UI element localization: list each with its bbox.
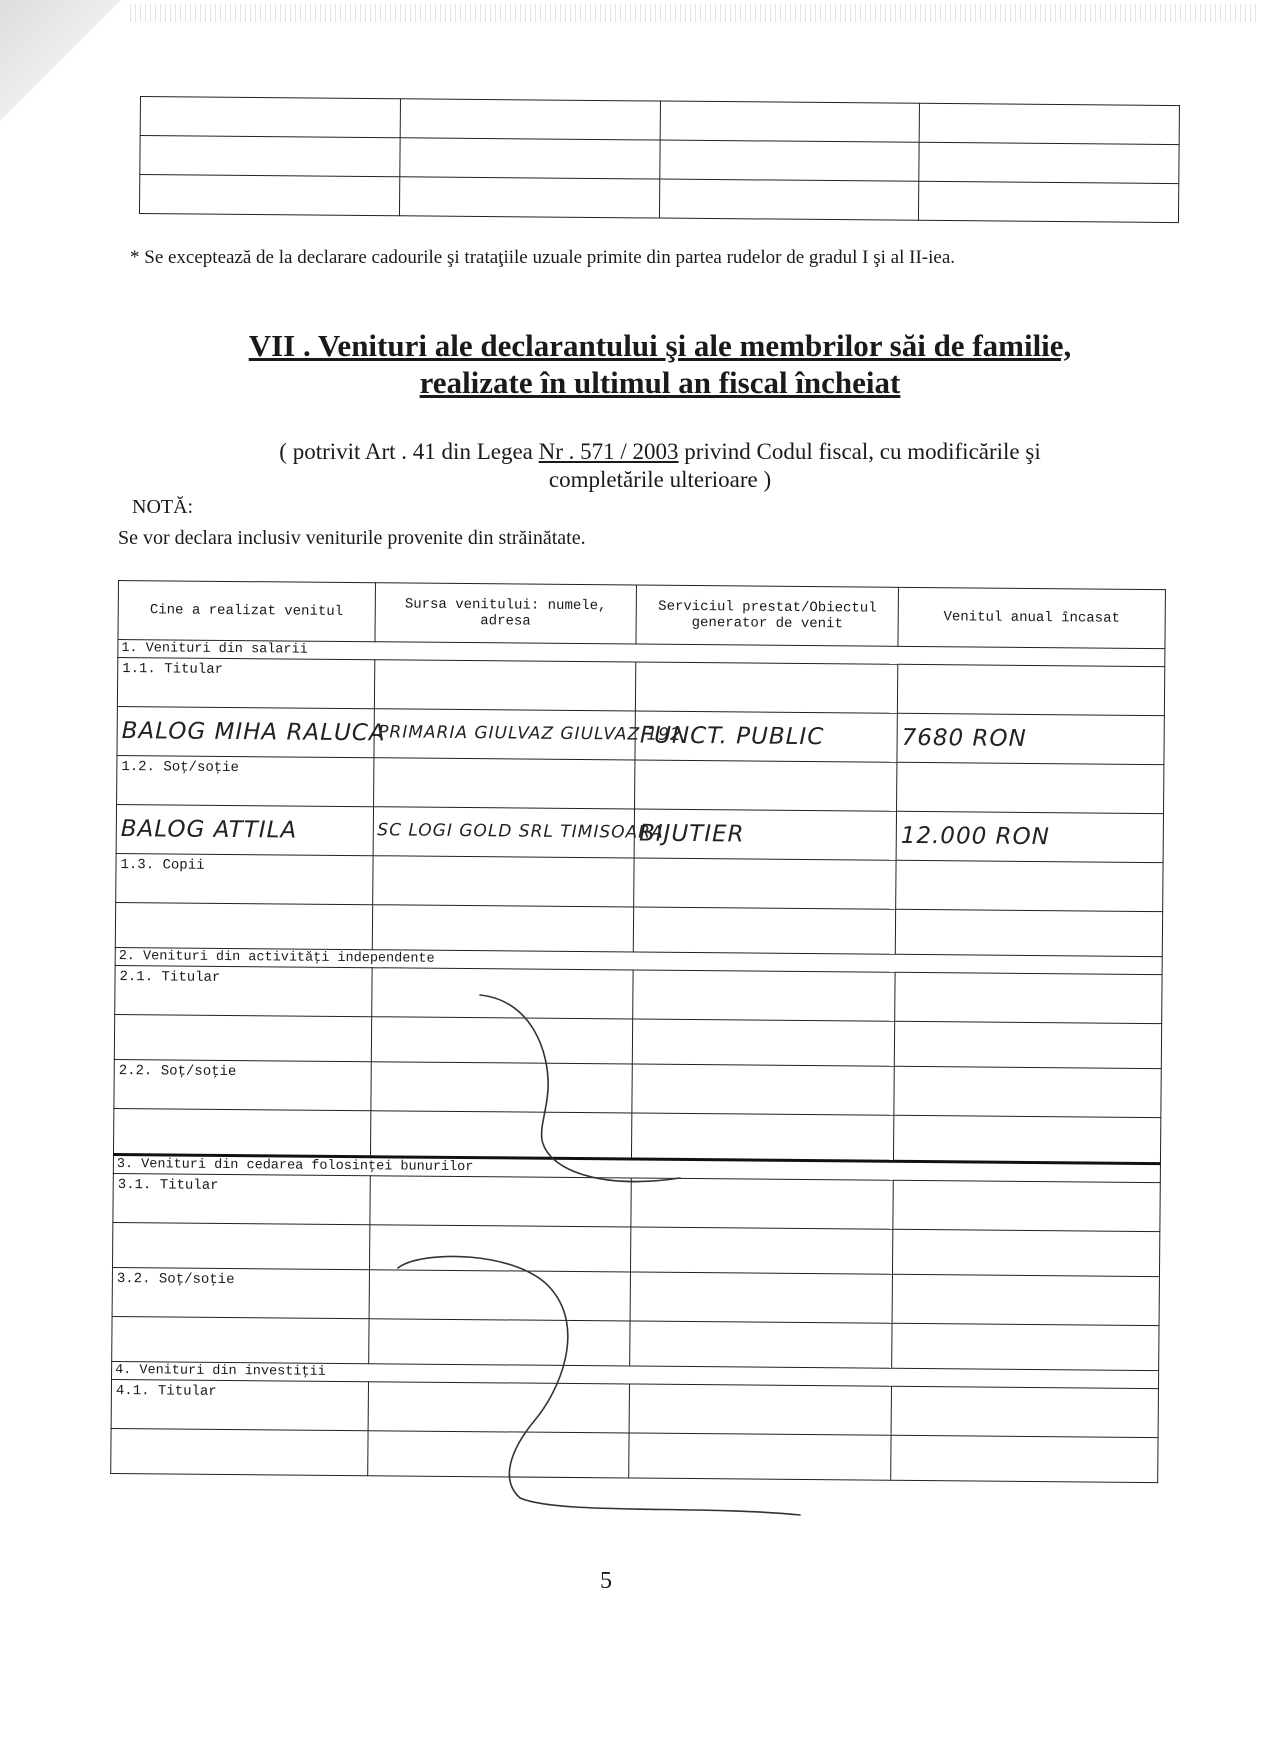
previous-table-continuation (139, 96, 1180, 223)
empty-cell (897, 762, 1164, 813)
income-amount: 12.000 RON (896, 811, 1163, 862)
empty-cell (893, 1115, 1160, 1163)
income-amount: 7680 RON (897, 713, 1164, 764)
empty-cell (892, 1274, 1159, 1325)
empty-cell (367, 1431, 629, 1478)
table-row (111, 1428, 1158, 1482)
header-service: Serviciul prestat/Obiectul generator de venit (636, 585, 898, 646)
row-label: 1.3. Copii (116, 853, 373, 904)
empty-cell (370, 1111, 632, 1159)
heading-line-1: VII . Venituri ale declarantului şi ale membrilor săi de familie, (248, 328, 1072, 363)
empty-cell (113, 1108, 370, 1156)
income-table (110, 580, 1166, 1483)
empty-cell (631, 1178, 893, 1229)
empty-cell (373, 758, 635, 809)
header-annual-income: Venitul anual încasat (898, 587, 1166, 648)
empty-cell (894, 1066, 1161, 1117)
income-table-header (118, 581, 1165, 649)
empty-cell (895, 909, 1162, 956)
income-earner: BALOG ATTILA (116, 804, 373, 855)
empty-cell (630, 1272, 892, 1323)
empty-cell (636, 662, 898, 713)
empty-cell (368, 1382, 630, 1433)
empty-cell (113, 1222, 370, 1269)
page-number: 5 (600, 1568, 612, 1594)
empty-cell (632, 1113, 894, 1161)
empty-cell (891, 1386, 1158, 1437)
empty-cell (632, 1064, 894, 1115)
law-number: Nr . 571 / 2003 (538, 439, 679, 464)
empty-cell (895, 972, 1162, 1023)
header-earner: Cine a realizat venitul (118, 581, 375, 642)
row-label: 3.1. Titular (113, 1173, 370, 1224)
section-title: 1. Venituri din salarii (118, 640, 1165, 667)
legal-reference (140, 438, 1180, 493)
empty-cell (115, 902, 372, 949)
empty-cell (634, 858, 896, 909)
row-label: 1.2. Soţ/soţie (117, 755, 374, 806)
empty-cell (369, 1225, 631, 1272)
row-label: 3.2. Soţ/soţie (112, 1267, 369, 1318)
header-source: Sursa venitului: numele, adresa (374, 583, 636, 644)
empty-cell (372, 856, 634, 907)
empty-cell (635, 760, 897, 811)
empty-cell (369, 1270, 631, 1321)
row-label: 1.1. Titular (117, 658, 374, 709)
empty-cell (371, 968, 633, 1019)
empty-cell (371, 1017, 633, 1064)
row-label: 2.2. Soţ/soţie (114, 1059, 371, 1110)
income-earner: BALOG MIHA RALUCA (117, 706, 374, 757)
legal-reference-line-2: completările ulterioare ) (548, 466, 772, 492)
empty-cell (368, 1319, 630, 1366)
income-source: SC LOGI GOLD SRL TIMISOARA (373, 807, 635, 858)
nota-label: NOTĂ: (132, 496, 194, 518)
legal-reference-before: ( potrivit Art . 41 din Legea (279, 439, 539, 464)
income-source: PRIMARIA GIULVAZ GIULVAZ 192 (373, 709, 635, 760)
empty-cell (897, 664, 1164, 715)
section-heading (140, 328, 1180, 401)
legal-reference-after: privind Codul fiscal, cu modificările şi (678, 439, 1041, 464)
section-title: 4. Venituri din investiţii (112, 1361, 1159, 1388)
empty-cell (892, 1323, 1159, 1370)
empty-cell (370, 1062, 632, 1113)
empty-cell (630, 1321, 892, 1368)
empty-cell (629, 1433, 891, 1480)
empty-cell (892, 1229, 1159, 1276)
scan-noise (130, 4, 1260, 22)
footnote: * Se exceptează de la declarare cadourile şi trataţiile uzuale primite din partea rudelor de gradul I şi al II-iea. (130, 247, 956, 268)
empty-cell (891, 1435, 1158, 1482)
empty-cell (372, 905, 634, 952)
empty-cell (894, 1021, 1161, 1068)
empty-cell (631, 1227, 893, 1274)
empty-cell (893, 1180, 1160, 1231)
heading-line-2: realizate în ultimul an fiscal încheiat (419, 364, 901, 400)
empty-cell (634, 907, 896, 954)
row-label: 4.1. Titular (111, 1379, 368, 1430)
empty-cell (633, 970, 895, 1021)
empty-cell (896, 860, 1163, 911)
empty-cell (369, 1176, 631, 1227)
page-corner-fold (0, 0, 150, 150)
empty-cell (374, 660, 636, 711)
empty-cell (629, 1384, 891, 1435)
income-service: FUNCT. PUBLIC (635, 711, 897, 762)
nota-text: Se vor declara inclusiv veniturile provenite din străinătate. (118, 527, 586, 549)
section-title: 2. Venituri din activităţi independente (115, 947, 1162, 974)
section-title: 3. Venituri din cedarea folosinţei bunurilor (113, 1154, 1160, 1182)
empty-cell (633, 1019, 895, 1066)
income-service: BIJUTIER (634, 809, 896, 860)
empty-cell (112, 1316, 369, 1363)
row-label: 2.1. Titular (115, 965, 372, 1016)
empty-cell (114, 1014, 371, 1061)
empty-cell (111, 1428, 368, 1475)
